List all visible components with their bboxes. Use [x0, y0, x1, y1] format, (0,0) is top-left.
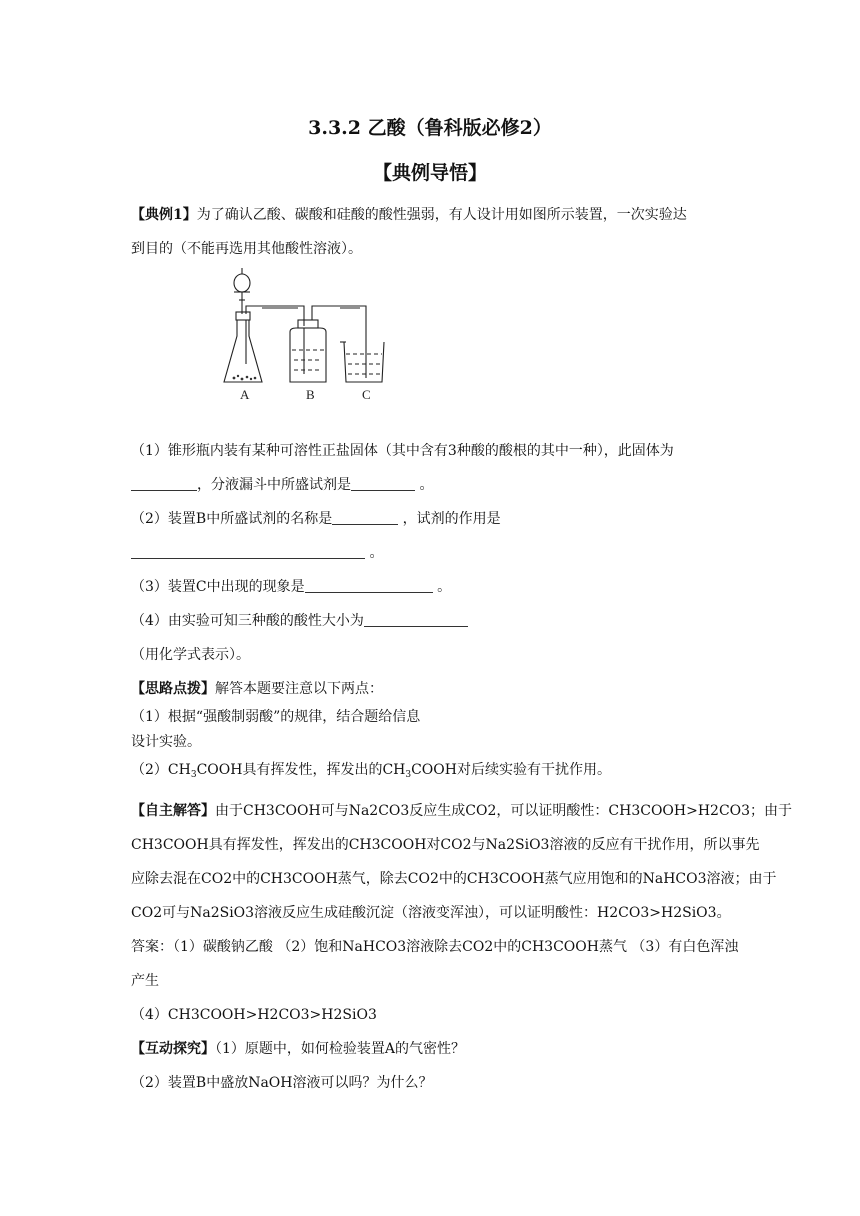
subscript: 3: [190, 770, 197, 780]
question-2-text: （2）装置B中所盛试剂的名称是: [131, 511, 333, 527]
answer-line-2: CH3COOH具有挥发性，挥发出的CH3COOH对CO2与Na2SiO3溶液的反应有干扰作用，所以事先: [131, 837, 760, 853]
answer-blank[interactable]: [131, 544, 365, 559]
explore-tag: 【互动探究】: [131, 1041, 215, 1057]
explore-question-1: （1）原题中，如何检验装置A的气密性？: [215, 1041, 466, 1057]
question-4-line-2: （用化学式表示）。: [131, 647, 250, 663]
answer-line-1: [131, 800, 792, 820]
hint-point-1a: （1）根据“强酸制弱酸”的规律，结合题给信息: [131, 709, 421, 725]
question-3-end: 。: [432, 579, 452, 595]
hint-tag: 【思路点拨】: [131, 681, 215, 697]
section-heading: 【典例导悟】: [372, 162, 487, 184]
question-1-line-2: [131, 474, 433, 494]
hint-text-c: COOH具有挥发性，挥发出的CH: [196, 762, 406, 778]
example-line-1: [131, 204, 687, 224]
final-answer-line-3: （4）CH3COOH>H2CO3>H2SiO3: [131, 1007, 377, 1023]
hint-line: [131, 678, 383, 698]
question-3-text: （3）装置C中出现的现象是: [131, 579, 305, 595]
answer-text: 由于CH3COOH可与Na2CO3反应生成CO2，可以证明酸性：CH3COOH>H2CO3；由于: [215, 803, 793, 819]
subscript: 3: [405, 770, 412, 780]
figure-label-b: B: [306, 387, 315, 402]
explore-line-2: （2）装置B中盛放NaOH溶液可以吗？为什么？: [131, 1075, 433, 1091]
question-2-line-2: [131, 542, 383, 562]
example-tag: 【典例1】: [131, 207, 197, 223]
question-1-line-1: （1）锥形瓶内装有某种可溶性正盐固体（其中含有3种酸的酸根的其中一种），此固体为: [131, 443, 674, 459]
apparatus-figure: [220, 266, 400, 406]
figure-label-a: A: [240, 387, 250, 402]
answer-blank[interactable]: [332, 510, 398, 525]
question-4-line-1: [131, 610, 468, 630]
final-answer-line-1: 答案：（1）碳酸钠乙酸 （2）饱和NaHCO3溶液除去CO2中的CH3COOH蒸气 （3）有白色浑浊: [131, 939, 739, 955]
answer-line-3: 应除去混在CO2中的CH3COOH蒸气，除去CO2中的CH3COOH蒸气应用饱和的NaHCO3溶液；由于: [131, 871, 777, 887]
hint-text: 解答本题要注意以下两点：: [215, 681, 383, 697]
answer-blank[interactable]: [305, 578, 433, 593]
answer-line-4: CO2可与Na2SiO3溶液反应生成硅酸沉淀（溶液变浑浊），可以证明酸性：H2CO3>H2SiO3。: [131, 905, 731, 921]
question-2-text-2: ，试剂的作用是: [398, 511, 501, 527]
final-answer-line-2: 产生: [131, 973, 159, 989]
example-text-1: 为了确认乙酸、碳酸和硅酸的酸性强弱，有人设计用如图所示装置，一次实验达: [196, 207, 687, 223]
question-4-text: （4）由实验可知三种酸的酸性大小为: [131, 613, 364, 629]
explore-line-1: [131, 1038, 465, 1058]
question-2-end: 。: [365, 545, 384, 561]
figure-label-c: C: [362, 387, 371, 402]
hint-text-a: （2）CH: [131, 762, 191, 778]
hint-text-e: COOH对后续实验有干扰作用。: [411, 762, 611, 778]
question-1-text: ，分液漏斗中所盛试剂是: [197, 477, 351, 493]
answer-blank[interactable]: [131, 476, 197, 491]
answer-tag: 【自主解答】: [131, 803, 215, 819]
example-line-2: 到目的（不能再选用其他酸性溶液）。: [131, 241, 362, 257]
answer-blank[interactable]: [351, 476, 415, 491]
page-title: 3.3.2 乙酸（鲁科版必修2）: [308, 117, 552, 139]
question-2-line-1: [131, 508, 501, 528]
answer-blank[interactable]: [364, 612, 468, 627]
question-1-end: 。: [415, 477, 434, 493]
question-3-line: [131, 576, 451, 596]
hint-point-1b: 设计实验。: [131, 734, 201, 750]
hint-point-2: [131, 759, 611, 779]
